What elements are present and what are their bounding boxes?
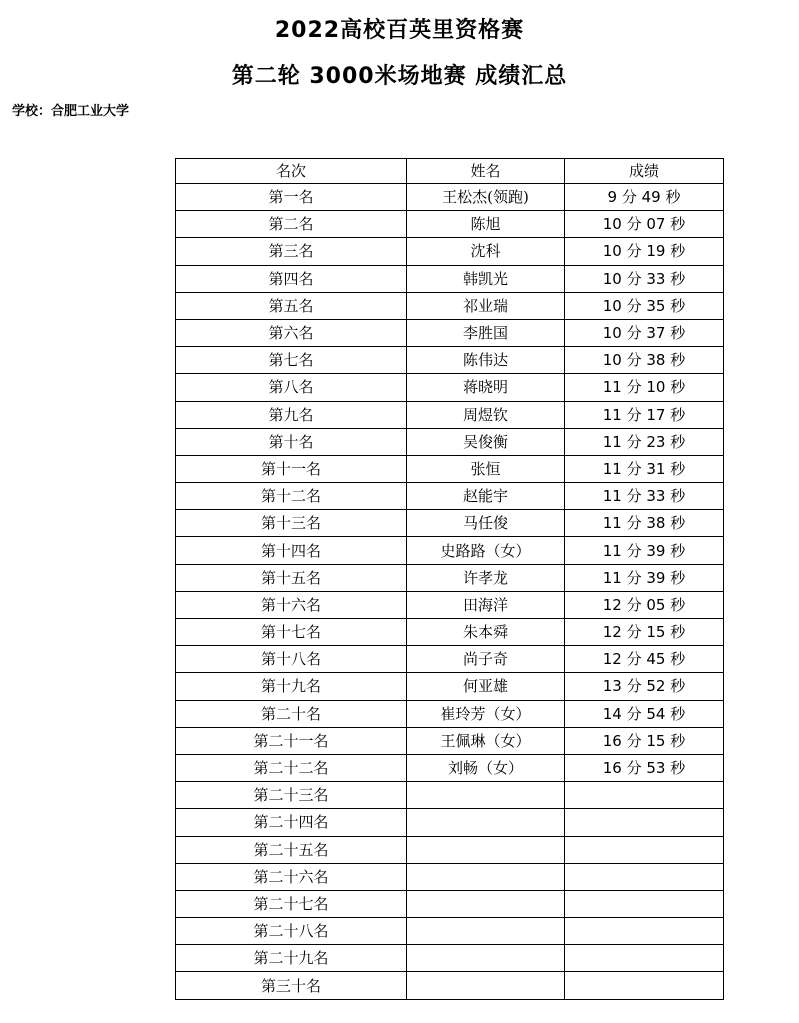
name-cell: 吴俊衡	[407, 428, 565, 455]
table-row	[176, 319, 724, 346]
document-title: 2022高校百英里资格赛	[274, 18, 525, 43]
rank-cell: 第六名	[176, 319, 407, 346]
time-cell	[565, 972, 724, 999]
rank-cell: 第二十七名	[176, 890, 407, 917]
header-rank: 名次	[176, 159, 407, 184]
time-cell: 10 分 37 秒	[565, 319, 724, 346]
table-row	[176, 184, 724, 211]
rank-cell: 第十三名	[176, 510, 407, 537]
table-row	[176, 483, 724, 510]
name-cell: 田海洋	[407, 591, 565, 618]
table-row	[176, 455, 724, 482]
rank-cell: 第五名	[176, 292, 407, 319]
rank-cell: 第二十四名	[176, 809, 407, 836]
name-cell	[407, 782, 565, 809]
rank-cell: 第二十九名	[176, 945, 407, 972]
table-row	[176, 537, 724, 564]
time-cell: 9 分 49 秒	[565, 184, 724, 211]
name-cell: 张恒	[407, 455, 565, 482]
rank-cell: 第二十六名	[176, 863, 407, 890]
name-cell	[407, 972, 565, 999]
time-cell: 11 分 23 秒	[565, 428, 724, 455]
name-cell: 李胜国	[407, 319, 565, 346]
rank-cell: 第二十三名	[176, 782, 407, 809]
rank-cell: 第十二名	[176, 483, 407, 510]
rank-cell: 第九名	[176, 401, 407, 428]
time-cell: 10 分 33 秒	[565, 265, 724, 292]
table-row	[176, 292, 724, 319]
time-cell: 11 分 17 秒	[565, 401, 724, 428]
rank-cell: 第七名	[176, 347, 407, 374]
name-cell: 蒋晓明	[407, 374, 565, 401]
table-header-row	[176, 159, 724, 184]
rank-cell: 第十名	[176, 428, 407, 455]
rank-cell: 第十九名	[176, 673, 407, 700]
table-row	[176, 809, 724, 836]
rank-cell: 第一名	[176, 184, 407, 211]
name-cell: 王佩琳（女）	[407, 727, 565, 754]
rank-cell: 第十六名	[176, 591, 407, 618]
time-cell: 13 分 52 秒	[565, 673, 724, 700]
rank-cell: 第十七名	[176, 619, 407, 646]
time-cell	[565, 809, 724, 836]
table-row	[176, 374, 724, 401]
rank-cell: 第十四名	[176, 537, 407, 564]
table-row	[176, 510, 724, 537]
time-cell: 10 分 19 秒	[565, 238, 724, 265]
rank-cell: 第十一名	[176, 455, 407, 482]
header-time: 成绩	[565, 159, 724, 184]
rank-cell: 第二十二名	[176, 754, 407, 781]
name-cell	[407, 918, 565, 945]
name-cell: 王松杰(领跑)	[407, 184, 565, 211]
table-row	[176, 754, 724, 781]
table-row	[176, 890, 724, 917]
table-row	[176, 591, 724, 618]
time-cell: 10 分 07 秒	[565, 211, 724, 238]
time-cell: 16 分 53 秒	[565, 754, 724, 781]
table-row	[176, 836, 724, 863]
time-cell	[565, 782, 724, 809]
time-cell	[565, 890, 724, 917]
name-cell: 韩凯光	[407, 265, 565, 292]
time-cell: 11 分 39 秒	[565, 537, 724, 564]
name-cell: 陈旭	[407, 211, 565, 238]
name-cell	[407, 809, 565, 836]
rank-cell: 第四名	[176, 265, 407, 292]
time-cell	[565, 945, 724, 972]
rank-cell: 第三十名	[176, 972, 407, 999]
time-cell: 11 分 31 秒	[565, 455, 724, 482]
table-row	[176, 619, 724, 646]
name-cell	[407, 945, 565, 972]
time-cell	[565, 918, 724, 945]
header-name: 姓名	[407, 159, 565, 184]
time-cell: 12 分 05 秒	[565, 591, 724, 618]
time-cell	[565, 863, 724, 890]
rank-cell: 第二十一名	[176, 727, 407, 754]
name-cell: 马任俊	[407, 510, 565, 537]
table-row	[176, 972, 724, 999]
name-cell	[407, 836, 565, 863]
time-cell: 14 分 54 秒	[565, 700, 724, 727]
name-cell: 祁业瑞	[407, 292, 565, 319]
table-row	[176, 673, 724, 700]
time-cell: 12 分 45 秒	[565, 646, 724, 673]
rank-cell: 第二十八名	[176, 918, 407, 945]
name-cell: 周煜钦	[407, 401, 565, 428]
table-row	[176, 727, 724, 754]
name-cell: 沈科	[407, 238, 565, 265]
name-cell: 何亚雄	[407, 673, 565, 700]
table-row	[176, 646, 724, 673]
school-label: 学校：合肥工业大学	[12, 104, 130, 119]
name-cell: 朱本舜	[407, 619, 565, 646]
table-row	[176, 401, 724, 428]
results-body	[176, 184, 724, 1000]
time-cell: 10 分 38 秒	[565, 347, 724, 374]
table-row	[176, 238, 724, 265]
rank-cell: 第二十五名	[176, 836, 407, 863]
name-cell: 尚子奇	[407, 646, 565, 673]
name-cell: 崔玲芳（女）	[407, 700, 565, 727]
time-cell: 12 分 15 秒	[565, 619, 724, 646]
time-cell: 16 分 15 秒	[565, 727, 724, 754]
table-row	[176, 347, 724, 374]
table-row	[176, 428, 724, 455]
name-cell: 史路路（女）	[407, 537, 565, 564]
table-row	[176, 700, 724, 727]
table-row	[176, 265, 724, 292]
name-cell	[407, 863, 565, 890]
table-row	[176, 564, 724, 591]
time-cell: 11 分 38 秒	[565, 510, 724, 537]
rank-cell: 第十五名	[176, 564, 407, 591]
name-cell	[407, 890, 565, 917]
rank-cell: 第八名	[176, 374, 407, 401]
rank-cell: 第三名	[176, 238, 407, 265]
table-row	[176, 863, 724, 890]
document-subtitle: 第二轮 3000米场地赛 成绩汇总	[231, 64, 568, 89]
time-cell: 10 分 35 秒	[565, 292, 724, 319]
time-cell: 11 分 33 秒	[565, 483, 724, 510]
name-cell: 刘畅（女）	[407, 754, 565, 781]
time-cell	[565, 836, 724, 863]
name-cell: 陈伟达	[407, 347, 565, 374]
table-row	[176, 918, 724, 945]
rank-cell: 第二名	[176, 211, 407, 238]
table-row	[176, 782, 724, 809]
rank-cell: 第十八名	[176, 646, 407, 673]
name-cell: 许孝龙	[407, 564, 565, 591]
results-table	[175, 158, 724, 1000]
rank-cell: 第二十名	[176, 700, 407, 727]
table-row	[176, 211, 724, 238]
name-cell: 赵能宇	[407, 483, 565, 510]
time-cell: 11 分 10 秒	[565, 374, 724, 401]
time-cell: 11 分 39 秒	[565, 564, 724, 591]
table-row	[176, 945, 724, 972]
